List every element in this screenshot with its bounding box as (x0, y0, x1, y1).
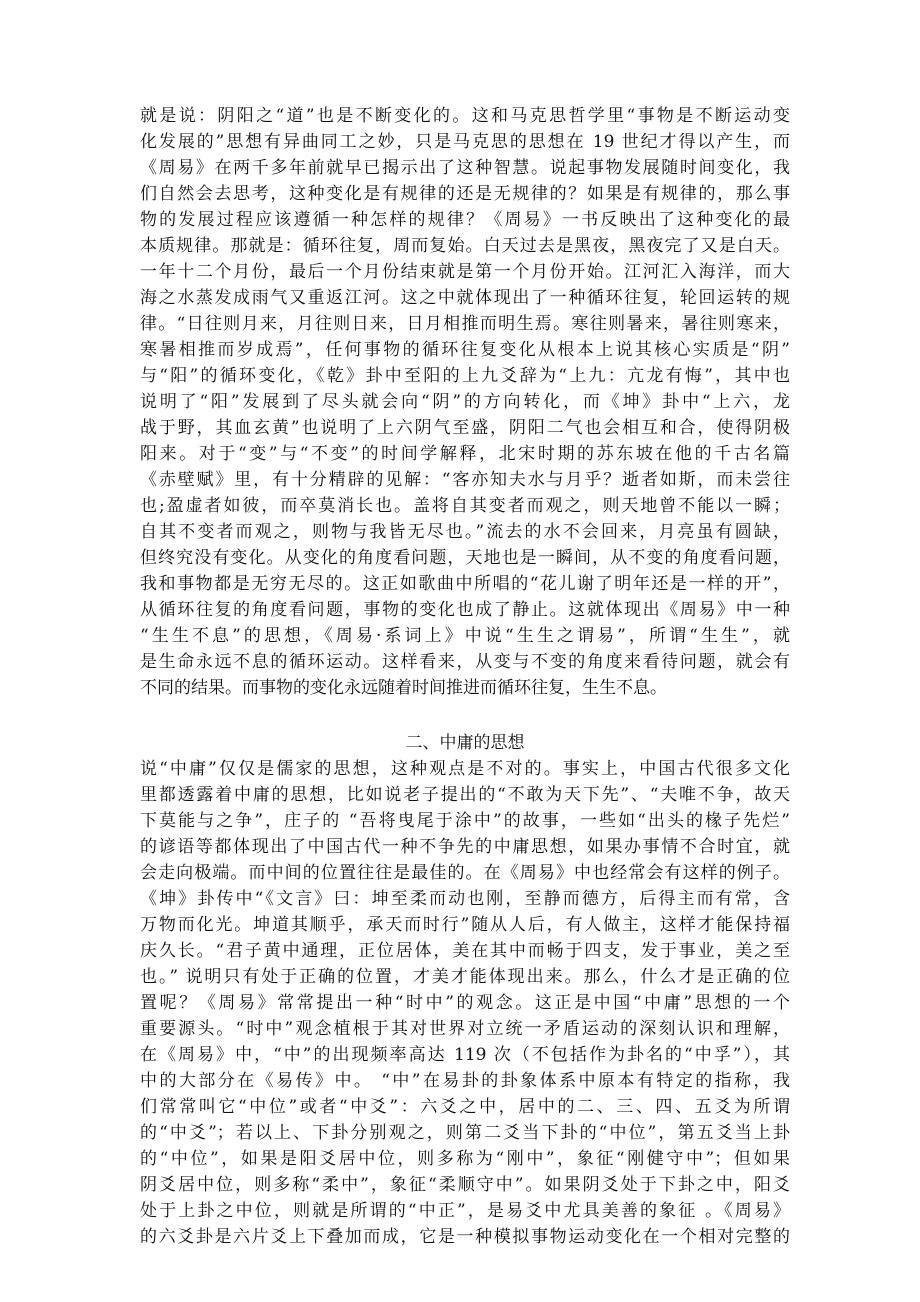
text-line: 中的大部分在《易传》中。 “中”在易卦的卦象体系中原本有特定的指称，我 (140, 1071, 790, 1091)
text-line: 处于上卦之中位，则就是所谓的“中正”，是易爻中尤具美善的象征 。《周易》 (140, 1201, 790, 1221)
text-line: 重要源头。“时中”观念植根于其对世界对立统一矛盾运动的深刻认识和理解， (140, 1019, 790, 1039)
text-line: 也;盈虚者如彼，而卒莫消长也。盖将自其变者而观之，则天地曾不能以一瞬； (140, 496, 790, 516)
text-line: 化发展的”思想有异曲同工之妙，只是马克思的思想在 19 世纪才得以产生，而 (140, 132, 790, 152)
text-line: 我和事物都是无穷无尽的。这正如歌曲中所唱的“花儿谢了明年还是一样的开”， (140, 574, 790, 594)
text-line: 从循环往复的角度看问题，事物的变化也成了静止。这就体现出《周易》中一种 (140, 600, 790, 620)
text-line: 置呢？《周易》常常提出一种“时中”的观念。这正是中国“中庸”思想的一个 (140, 993, 790, 1013)
text-line: 不同的结果。而事物的变化永远随着时间推进而循环往复，生生不息。 (140, 678, 667, 698)
text-line: “生生不息”的思想，《周易·系词上》中说“生生之谓易”，所谓“生生”，就 (140, 626, 790, 646)
text-line: 说“中庸”仅仅是儒家的思想，这种观点是不对的。事实上，中国古代很多文化 (140, 759, 790, 779)
text-line: 律。“日往则月来，月往则日来，日月相推而明生焉。寒往则暑来，暑往则寒来， (140, 314, 790, 334)
text-line: 与“阳”的循环变化，《乾》卦中至阳的上九爻辞为“上九：亢龙有悔”，其中也 (140, 366, 790, 386)
text-line: 物的发展过程应该遵循一种怎样的规律？《周易》一书反映出了这种变化的最 (140, 210, 790, 230)
text-line: 海之水蒸发成雨气又重返江河。这之中就体现出了一种循环往复，轮回运转的规 (140, 288, 790, 308)
text-line: 阳来。对于“变”与“不变”的时间学解释，北宋时期的苏东坡在他的千古名篇 (140, 444, 790, 464)
text-line: 庆久长。“君子黄中通理，正位居体，美在其中而畅于四支，发于事业，美之至 (140, 941, 790, 961)
text-line: 下莫能与之争”，庄子的 “吾将曳尾于涂中”的故事，一些如“出头的椽子先烂” (140, 811, 790, 831)
text-line: 们常常叫它“中位”或者“中爻”：六爻之中，居中的二、三、四、五爻为所谓 (140, 1097, 790, 1117)
text-line: 的“中爻”；若以上、下卦分别观之，则第二爻当下卦的“中位”，第五爻当上卦 (140, 1123, 790, 1143)
text-line: 在《周易》中，“中”的出现频率高达 119 次（不包括作为卦名的“中孚”），其 (140, 1045, 790, 1065)
text-line: 也。” 说明只有处于正确的位置，才美才能体现出来。那么，什么才是正确的位 (140, 967, 790, 987)
text-line: 战于野，其血玄黄”也说明了上六阴气至盛，阴阳二气也会相互和合，使得阴极 (140, 418, 790, 438)
text-line: 说明了“阳”发展到了尽头就会向“阴”的方向转化，而《坤》卦中“上六，龙 (140, 392, 790, 412)
text-line: 本质规律。那就是：循环往复，周而复始。白天过去是黑夜，黑夜完了又是白天。 (140, 236, 790, 256)
text-line: 的六爻卦是六片爻上下叠加而成，它是一种模拟事物运动变化在一个相对完整的 (140, 1227, 790, 1247)
text-line: 寒暑相推而岁成焉”，任何事物的循环往复变化从根本上说其核心实质是“阴” (140, 340, 790, 360)
text-line: 《赤壁赋》里，有十分精辟的见解：“客亦知夫水与月乎？逝者如斯，而未尝往 (140, 470, 790, 490)
paragraph-yinyang-change (140, 103, 790, 701)
text-line: 的“中位”，如果是阳爻居中位，则多称为“刚中”，象征“刚健守中”；但如果 (140, 1149, 790, 1169)
text-line: 一年十二个月份，最后一个月份结束就是第一个月份开始。江河汇入海洋，而大 (140, 262, 790, 282)
text-line: 的谚语等都体现出了中国古代一种不争先的中庸思想，如果办事情不合时宜，就 (140, 837, 790, 857)
section-heading: 二、中庸的思想 (405, 733, 525, 753)
text-line: 万物而化光。坤道其顺乎，承天而时行”随从人后，有人做主，这样才能保持福 (140, 915, 790, 935)
text-line: 自其不变者而观之，则物与我皆无尽也。”流去的水不会回来，月亮虽有圆缺， (140, 522, 790, 542)
paragraph-zhongyong (140, 756, 790, 1250)
paragraph-gap (140, 701, 790, 730)
text-line: 就是说：阴阳之“道”也是不断变化的。这和马克思哲学里“事物是不断运动变 (140, 106, 790, 126)
text-line: 会走向极端。而中间的位置往往是最佳的。在《周易》中也经常会有这样的例子。 (140, 863, 790, 883)
text-line: 阴爻居中位，则多称“柔中”，象征“柔顺守中”。如果阴爻处于下卦之中，阳爻 (140, 1175, 790, 1195)
text-line: 但终究没有变化。从变化的角度看问题，天地也是一瞬间，从不变的角度看问题， (140, 548, 790, 568)
text-line: 里都透露着中庸的思想，比如说老子提出的“不敢为天下先”、“夫唯不争，故天 (140, 785, 790, 805)
text-line: 《坤》卦传中“《文言》曰：坤至柔而动也刚，至静而德方，后得主而有常，含 (140, 889, 790, 909)
text-line: 《周易》在两千多年前就早已揭示出了这种智慧。说起事物发展随时间变化，我 (140, 158, 790, 178)
document-page (140, 103, 790, 1250)
text-line: 是生命永远不息的循环运动。这样看来，从变与不变的角度来看待问题，就会有 (140, 652, 790, 672)
text-line: 们自然会去思考，这种变化是有规律的还是无规律的？如果是有规律的，那么事 (140, 184, 790, 204)
